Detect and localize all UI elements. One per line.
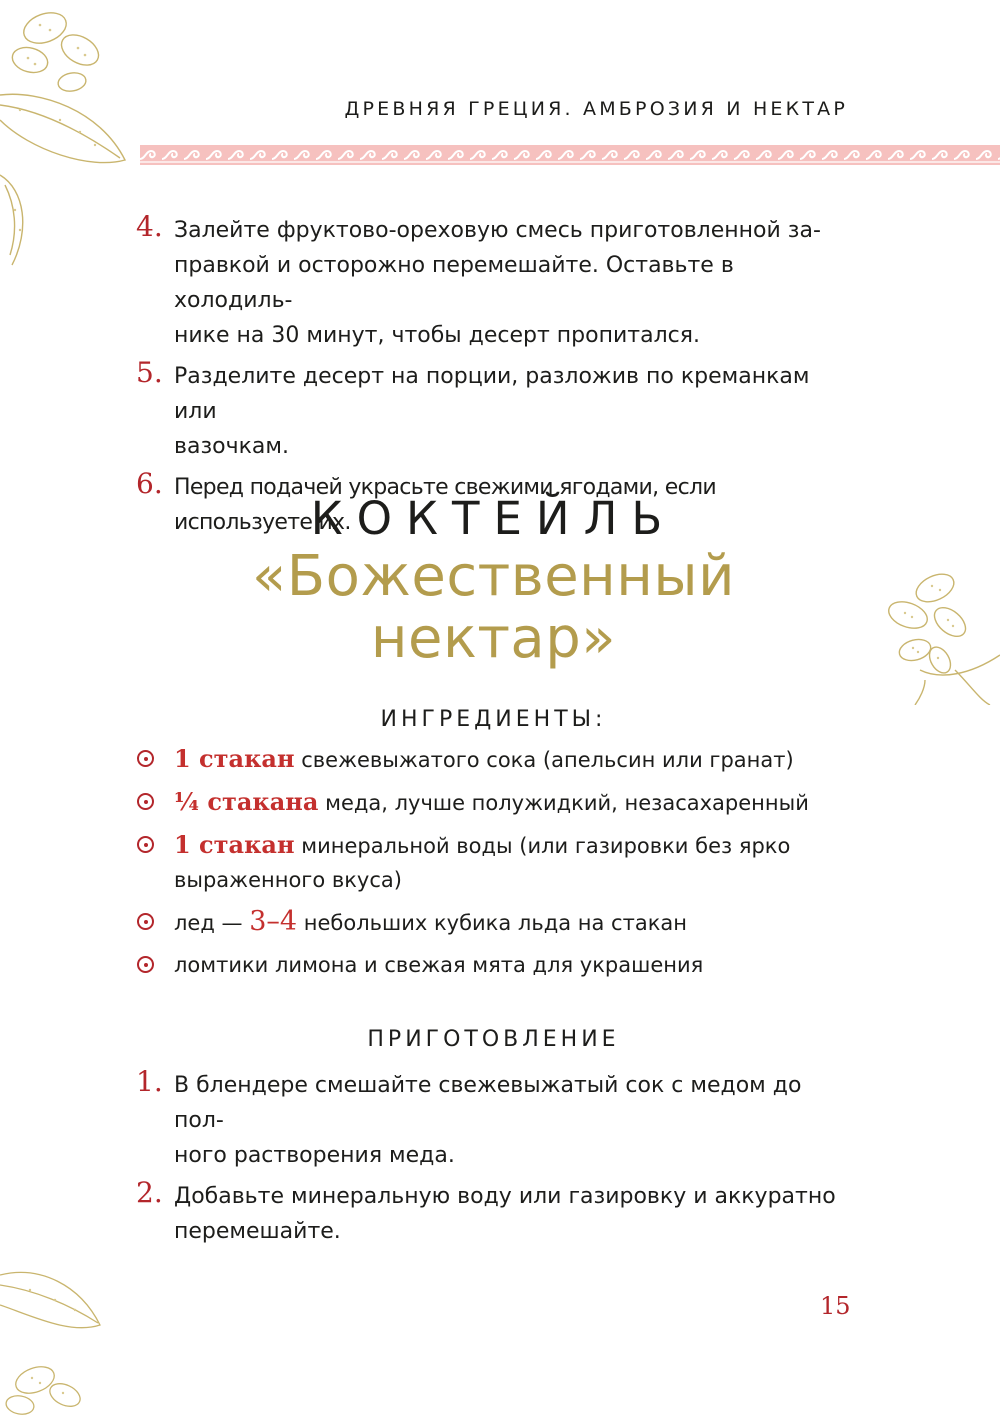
step-line: вазочкам. (174, 434, 289, 459)
list-item (136, 210, 856, 353)
ingredient-text-continued: выраженного вкуса) (174, 868, 402, 892)
list-item (136, 828, 856, 897)
step-line: правкой и осторожно перемешайте. Оставьте в холодиль- (174, 253, 734, 313)
ingredient-text: меда, лучше полужидкий, незасахаренный (318, 791, 809, 815)
ingredients-list (136, 742, 856, 990)
ingredient-text: свежевыжатого сока (апельсин или гранат) (294, 748, 794, 772)
ingredient-amount: 1 стакан (174, 830, 295, 859)
step-line: Добавьте минеральную воду или газировку и аккуратно (174, 1184, 836, 1209)
page-number: 15 (820, 1292, 851, 1320)
circle-bullet-icon (137, 836, 154, 853)
ingredient-amount: 1 стакан (174, 744, 295, 773)
step-number: 6. (136, 467, 163, 500)
step-number: 1. (136, 1065, 163, 1098)
running-head: ДРЕВНЯЯ ГРЕЦИЯ. АМБРОЗИЯ И НЕКТАР (344, 98, 848, 120)
list-item (136, 1176, 856, 1249)
ingredient-text: небольших кубика льда на стакан (297, 911, 687, 935)
list-item (136, 742, 856, 777)
step-line: нике на 30 минут, чтобы десерт пропитался. (174, 323, 700, 348)
step-number: 4. (136, 210, 163, 243)
step-line: Перед подачей украсьте свежими ягодами, если используете их. (174, 475, 716, 535)
recipe-title-line2: «Божественный (251, 544, 736, 609)
step-line: Разделите десерт на порции, разложив по креманкам или (174, 364, 810, 424)
recipe-title-line3: нектар» (370, 606, 617, 671)
leaf-branch-icon (0, 0, 140, 270)
ingredients-heading: ИНГРЕДИЕНТЫ: (380, 707, 607, 732)
step-line: ного растворения меда. (174, 1143, 455, 1168)
circle-bullet-icon (137, 793, 154, 810)
list-item (136, 905, 856, 940)
step-line: перемешайте. (174, 1219, 341, 1244)
step-number: 2. (136, 1176, 163, 1209)
ingredient-amount: 3–4 (249, 906, 298, 937)
circle-bullet-icon (137, 956, 154, 973)
recipe-title-name (0, 546, 987, 670)
preparation-steps-list (136, 1065, 856, 1255)
recipe-title-line1: КОКТЕЙЛЬ (310, 492, 677, 545)
almond-blossom-icon (880, 560, 1000, 705)
ingredient-amount: ¼ стакана (174, 787, 319, 816)
step-line: Залейте фруктово-ореховую смесь приготовленной за- (174, 218, 821, 243)
step-number: 5. (136, 356, 163, 389)
circle-bullet-icon (137, 750, 154, 767)
list-item (136, 356, 856, 464)
ingredient-text: минеральной воды (или газировки без ярко (294, 834, 791, 858)
ingredient-prefix: лед — (174, 911, 250, 935)
preparation-heading: ПРИГОТОВЛЕНИЕ (367, 1027, 620, 1052)
circle-bullet-icon (137, 913, 154, 930)
step-line: В блендере смешайте свежевыжатый сок с медом до пол- (174, 1073, 802, 1133)
list-item (136, 1065, 856, 1173)
list-item (136, 785, 856, 820)
greek-wave-border (140, 145, 1000, 165)
leaf-branch-icon (0, 1255, 110, 1417)
list-item (136, 948, 856, 982)
ingredient-text: ломтики лимона и свежая мята для украшения (174, 953, 704, 977)
